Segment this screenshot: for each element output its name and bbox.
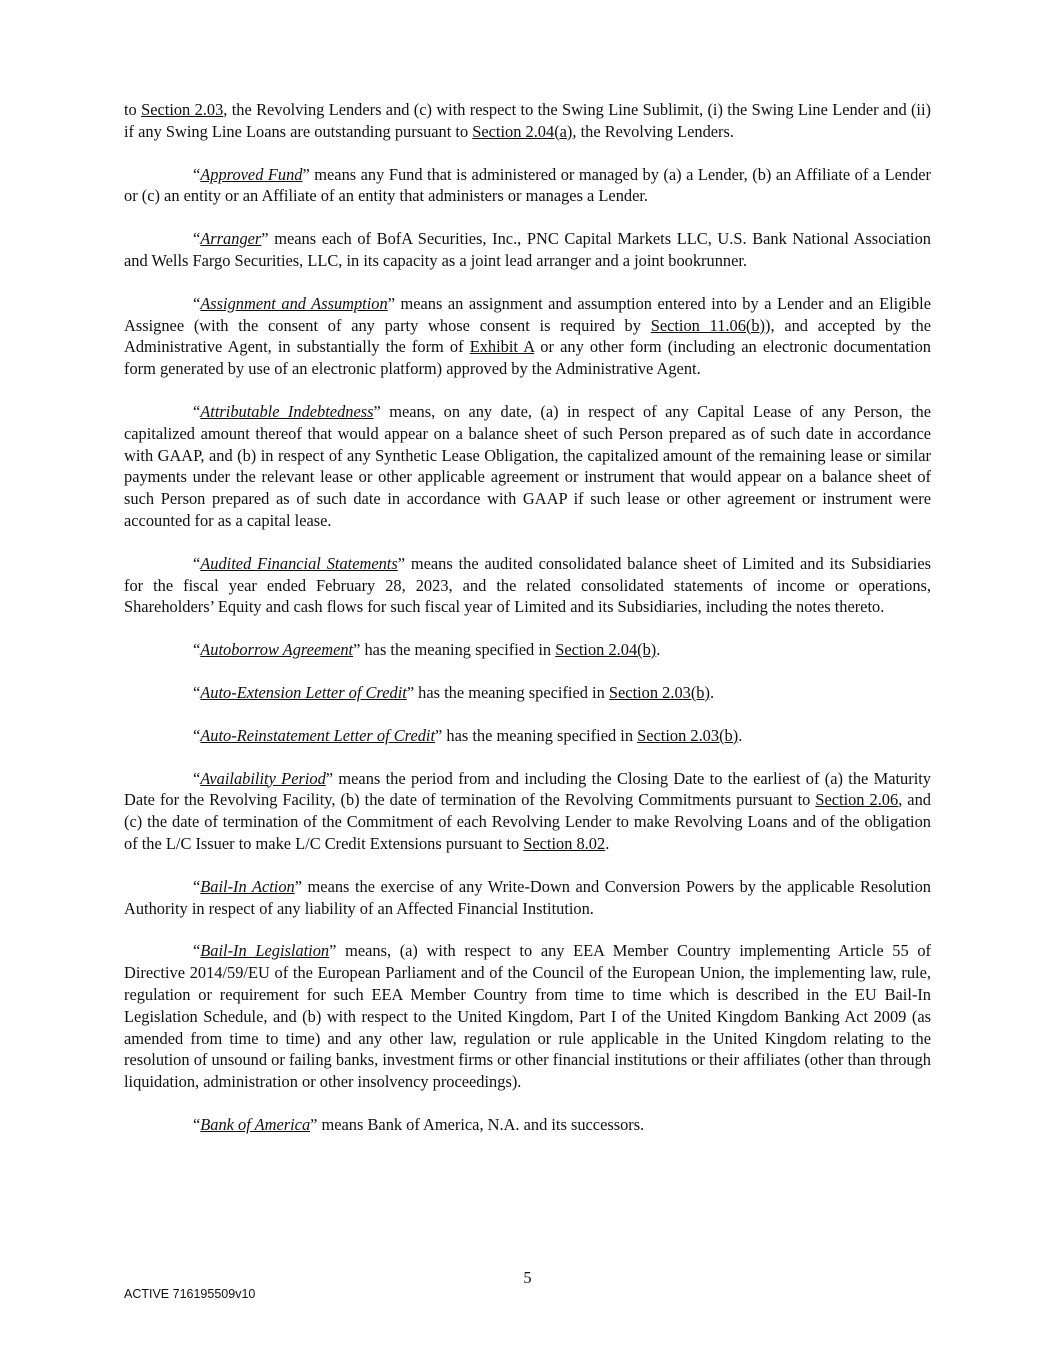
paragraph-text: “: [193, 164, 201, 184]
paragraph-text: “: [193, 941, 201, 961]
paragraph-text: .: [656, 640, 661, 660]
paragraph-text: , the Revolving Lenders.: [572, 121, 734, 141]
paragraph-text: ” means the audited consolidated balance sheet of Limited and its Subsidiaries for the fiscal year ended February 28, 2023, and the related consolidated statements of income or operations, Shareholders’ Equity and cash flows for such fiscal year of Limited and its Subsidiaries, including the notes thereto.: [124, 553, 931, 617]
paragraph-text: ” means Bank of America, N.A. and its successors.: [310, 1114, 645, 1134]
definition-assignment-and-assumption: [124, 293, 931, 380]
paragraph-text: ” means, on any date, (a) in respect of any Capital Lease of any Person, the capitalized amount thereof that would appear on a balance sheet of such Person prepared as of such date in accordance with GAAP, and (b) in respect of any Synthetic Lease Obligation, the capitalized amount of the remaining lease or similar payments under the relevant lease or other applicable agreement or instrument that would appear on a balance sheet of such Person prepared as of such date in accordance with GAAP if such lease or other agreement or instrument were accounted for as a capital lease.: [124, 401, 932, 530]
defined-term: Auto-Extension Letter of Credit: [200, 682, 407, 702]
paragraph-text: “: [193, 229, 201, 249]
cross-reference: Section 2.04(b): [555, 640, 657, 660]
paragraph-text: “: [193, 725, 201, 745]
paragraph-text: ” means, (a) with respect to any EEA Member Country implementing Article 55 of Directive 2014/59/EU of the European Parliament and of the Council of the European Union, the implementing law, rule, regulation or requirement for such EEA Member Country from time to time which is described in the EU Bail-In Legislation Schedule, and (b) with respect to the United Kingdom, Part I of the United Kingdom Banking Act 2009 (as amended from time to time) and any other law, regulation or rule applicable in the United Kingdom relating to the resolution of unsound or failing banks, investment firms or other financial institutions or their affiliates (other than through liquidation, administration or other insolvency proceedings).: [124, 941, 931, 1092]
definition-arranger: [124, 228, 931, 272]
definition-bank-of-america: [124, 1114, 931, 1136]
paragraph-text: or any other form (including an electronic documentation form generated by use of an electronic platform) approved by the Administrative Agent.: [124, 337, 932, 379]
cross-reference: Exhibit A: [469, 337, 535, 357]
definition-autoborrow-agreement: [124, 639, 931, 661]
cross-reference: Section 2.06: [815, 790, 899, 810]
paragraph-text: ” has the meaning specified in: [406, 682, 609, 702]
definition-audited-financial-statements: [124, 553, 931, 618]
definition-approved-fund: [124, 164, 931, 208]
paragraph-text: ” means any Fund that is administered or managed by (a) a Lender, (b) an Affiliate of a Lender or (c) an entity or an Affiliate of an entity that administers or manages a Lender.: [124, 164, 931, 206]
definition-attributable-indebtedness: [124, 401, 931, 532]
paragraph-text: ” means the exercise of any Write-Down and Conversion Powers by the applicable Resolution Authority in respect of any liability of an Affected Financial Institution.: [124, 876, 931, 918]
paragraph-text: , and (c) the date of termination of the Commitment of each Revolving Lender to make Revolving Loans and of the obligation of the L/C Issuer to make L/C Credit Extensions pursuant to: [124, 790, 931, 853]
defined-term: Bank of America: [200, 1114, 311, 1134]
definition-bail-in-action: [124, 876, 931, 920]
paragraph-text: ” has the meaning specified in: [353, 640, 556, 660]
paragraph-text: “: [193, 768, 201, 788]
defined-term: Audited Financial Statements: [200, 553, 398, 573]
defined-term: Attributable Indebtedness: [200, 401, 374, 421]
defined-term: Bail-In Action: [200, 876, 295, 896]
cross-reference: Section 2.03(b): [637, 725, 739, 745]
page-number: 5: [523, 1268, 532, 1287]
paragraph-text: “: [193, 293, 201, 313]
paragraph-text: “: [193, 876, 201, 896]
definition-continuation: [124, 99, 931, 143]
document-page: [124, 99, 931, 1157]
paragraph-text: “: [193, 1114, 201, 1134]
definition-auto-reinstatement-letter-of-credit: [124, 725, 931, 747]
cross-reference: Section 2.04(a): [472, 121, 573, 141]
paragraph-text: ” has the meaning specified in: [435, 725, 638, 745]
paragraph-text: “: [193, 640, 201, 660]
defined-term: Autoborrow Agreement: [200, 640, 354, 660]
paragraph-text: to: [124, 100, 142, 119]
paragraph-text: ” means the period from and including the Closing Date to the earliest of (a) the Maturity Date for the Revolving Facility, (b) the date of termination of the Revolving Commitments pursuant to: [124, 768, 931, 810]
defined-term: Bail-In Legislation: [200, 941, 330, 961]
definition-availability-period: [124, 768, 931, 855]
defined-term: Availability Period: [200, 768, 326, 788]
defined-term: Arranger: [200, 229, 262, 249]
paragraph-text: ” means an assignment and assumption entered into by a Lender and an Eligible Assignee (with the consent of any party whose consent is required by: [124, 293, 931, 335]
cross-reference: Section 2.03(b): [608, 682, 710, 702]
cross-reference: Section 2.03: [141, 100, 224, 119]
paragraph-text: “: [193, 682, 201, 702]
paragraph-text: .: [605, 833, 610, 853]
document-id: ACTIVE 716195509v10: [124, 1287, 256, 1301]
paragraph-text: .: [709, 682, 715, 702]
defined-term: Assignment and Assumption: [200, 293, 388, 313]
paragraph-text: “: [193, 401, 201, 421]
paragraph-text: ), and accepted by the Administrative Agent, in substantially the form of: [124, 315, 931, 357]
paragraph-text: , the Revolving Lenders and (c) with respect to the Swing Line Sublimit, (i) the Swing Line Lender and (ii) if any Swing Line Loans are outstanding pursuant to: [124, 100, 931, 141]
defined-term: Approved Fund: [200, 164, 303, 184]
paragraph-text: ” means each of BofA Securities, Inc., PNC Capital Markets LLC, U.S. Bank National Association and Wells Fargo Securities, LLC, in its capacity as a joint lead arranger and a joint bookrunner.: [124, 229, 931, 270]
paragraph-text: “: [193, 553, 201, 573]
cross-reference: Section 11.06(b): [650, 315, 766, 335]
definition-bail-in-legislation: [124, 940, 931, 1093]
paragraph-text: .: [738, 725, 743, 745]
definition-auto-extension-letter-of-credit: [124, 682, 931, 704]
cross-reference: Section 8.02: [523, 833, 606, 853]
defined-term: Auto-Reinstatement Letter of Credit: [200, 725, 436, 745]
